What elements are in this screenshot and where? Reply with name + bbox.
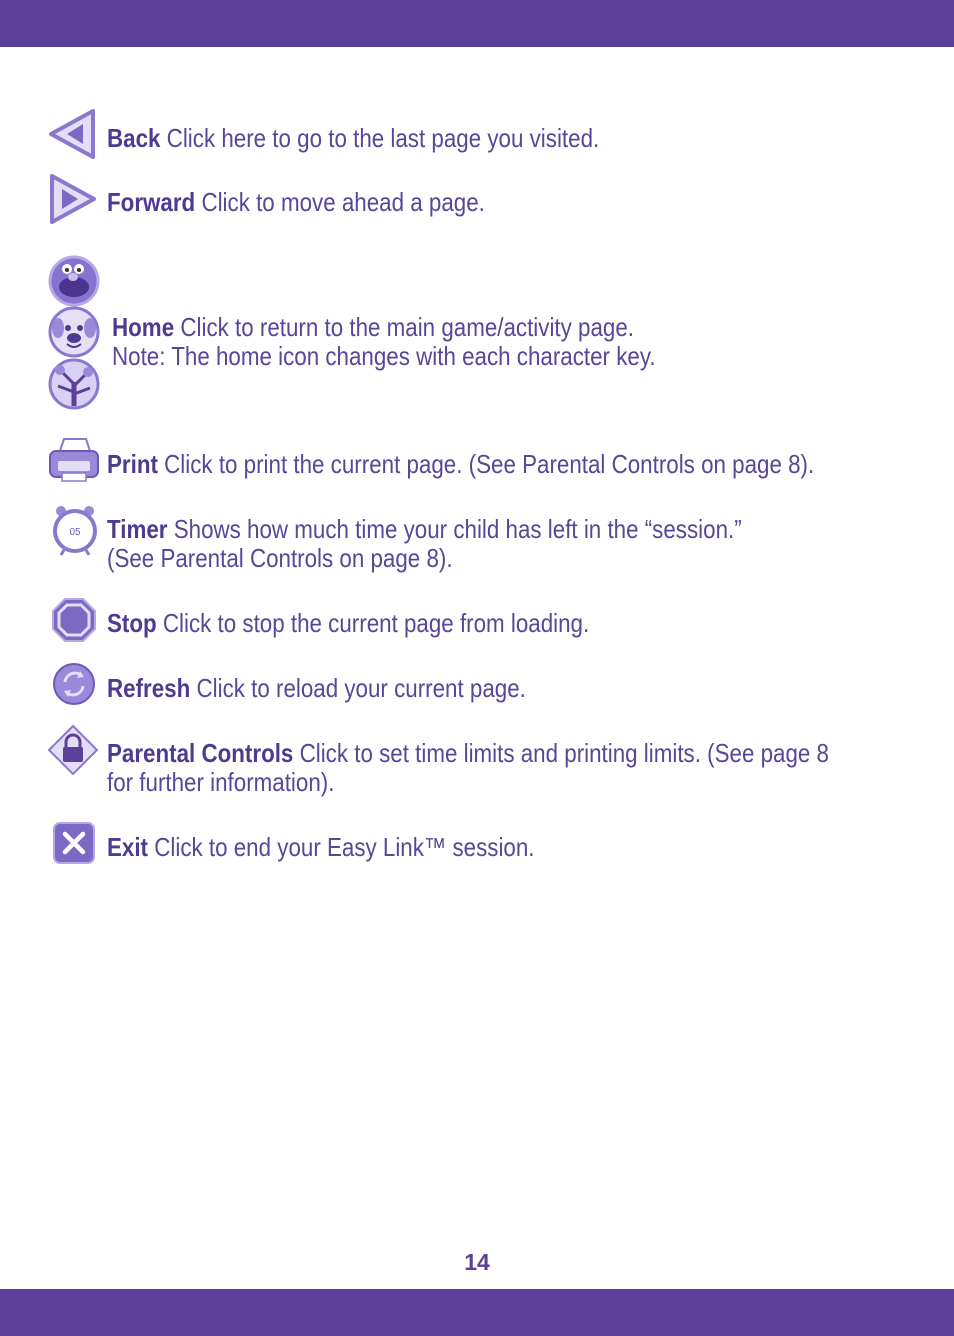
- entry-stop-text: [107, 609, 589, 638]
- forward-arrow-icon: [48, 172, 98, 226]
- desc-timer-note: (See Parental Controls on page 8).: [107, 543, 453, 573]
- footer-band: [0, 1289, 954, 1336]
- desc-exit: Click to end your Easy Link™ session.: [154, 832, 535, 862]
- header-band: [0, 0, 954, 47]
- desc-stop: Click to stop the current page from loading.: [162, 608, 590, 638]
- page-number: 14: [464, 1249, 490, 1275]
- back-arrow-icon: [47, 107, 97, 161]
- printer-icon: [46, 435, 102, 485]
- desc-parental-controls-note: for further information).: [107, 767, 335, 797]
- parental-line-1: [107, 739, 829, 768]
- term-home: Home: [112, 312, 175, 342]
- term-parental-controls: Parental Controls: [107, 738, 294, 768]
- timer-value: 05: [69, 527, 81, 538]
- entry-refresh-text: [107, 674, 526, 703]
- term-exit: Exit: [107, 832, 149, 862]
- entry-forward-text: [107, 188, 485, 217]
- entry-timer-text: [107, 515, 742, 573]
- timer-line-1: [107, 515, 742, 544]
- alarm-clock-icon: [52, 503, 98, 557]
- desc-back: Click here to go to the last page you visited.: [166, 123, 600, 153]
- home-line-1: [112, 313, 656, 342]
- desc-home-note: Note: The home icon changes with each character key.: [112, 341, 656, 371]
- entry-parental-controls-text: [107, 739, 829, 797]
- term-back: Back: [107, 123, 161, 153]
- close-x-icon: [53, 822, 95, 864]
- entry-back-text: [107, 124, 599, 153]
- entry-exit-text: [107, 833, 535, 862]
- dog-home-icon: [48, 306, 102, 358]
- desc-timer: Shows how much time your child has left in the “session.”: [173, 514, 742, 544]
- elmo-home-icon: [48, 255, 102, 307]
- desc-forward: Click to move ahead a page.: [201, 187, 485, 217]
- term-timer: Timer: [107, 514, 168, 544]
- entry-home-text: [112, 313, 656, 371]
- term-print: Print: [107, 449, 158, 479]
- desc-parental-controls: Click to set time limits and printing limits. (See page 8: [299, 738, 829, 768]
- entry-print-text: [107, 450, 814, 479]
- refresh-icon: [52, 662, 96, 706]
- term-stop: Stop: [107, 608, 157, 638]
- desc-home: Click to return to the main game/activity page.: [180, 312, 634, 342]
- stop-sign-icon: [51, 597, 97, 643]
- padlock-icon: [47, 724, 99, 776]
- desc-print: Click to print the current page. (See Parental Controls on page 8).: [164, 449, 815, 479]
- tree-home-icon: [44, 356, 104, 412]
- term-forward: Forward: [107, 187, 196, 217]
- desc-refresh: Click to reload your current page.: [196, 673, 526, 703]
- term-refresh: Refresh: [107, 673, 191, 703]
